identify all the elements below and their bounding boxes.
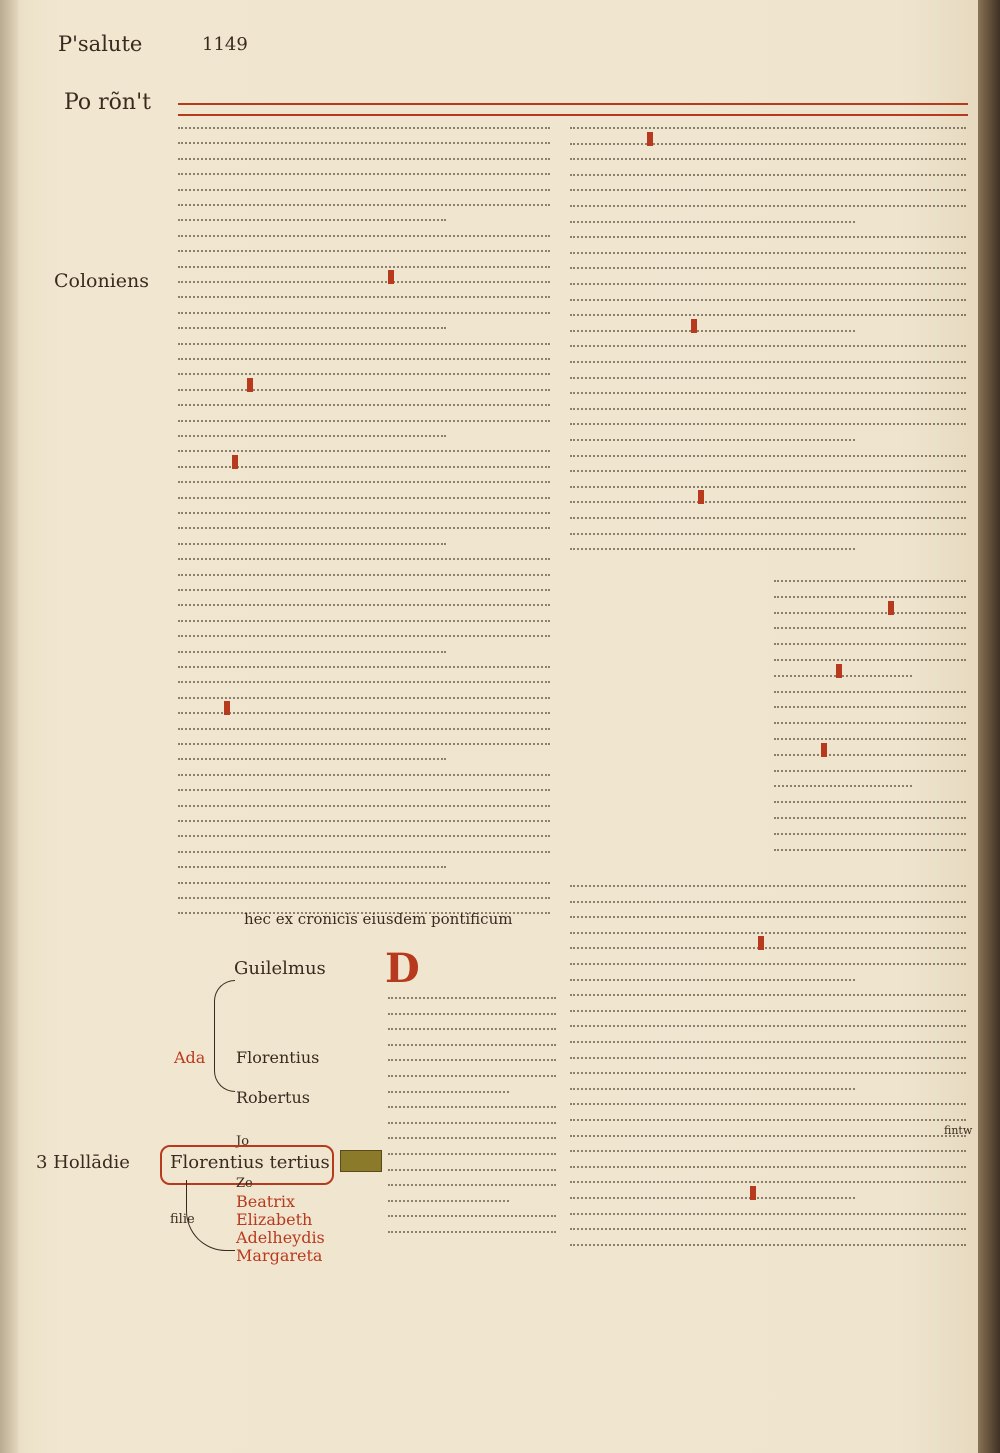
script-line xyxy=(388,1179,556,1186)
script-line xyxy=(178,399,550,406)
script-line xyxy=(570,1005,966,1012)
script-line xyxy=(178,137,550,144)
script-line xyxy=(178,738,550,745)
script-line xyxy=(570,911,966,918)
tree-filie: filie xyxy=(170,1212,195,1227)
script-line xyxy=(570,528,966,535)
script-line xyxy=(178,184,550,191)
script-line xyxy=(570,1239,966,1246)
script-line xyxy=(570,450,966,457)
script-line xyxy=(178,338,550,345)
script-line xyxy=(570,153,966,160)
script-line xyxy=(570,294,966,301)
text-column-right-lower xyxy=(570,880,966,1255)
paragraph-mark xyxy=(758,936,764,950)
script-line xyxy=(774,686,966,693)
script-line xyxy=(570,309,966,316)
binding-gutter xyxy=(0,0,18,1453)
script-line xyxy=(178,430,446,437)
script-line xyxy=(570,262,966,269)
script-line xyxy=(570,418,966,425)
script-line xyxy=(178,153,550,160)
script-line xyxy=(388,1054,556,1061)
paragraph-mark xyxy=(750,1186,756,1200)
script-line xyxy=(570,958,966,965)
script-line xyxy=(388,1226,556,1233)
script-line xyxy=(570,880,966,887)
script-line xyxy=(178,368,550,375)
tree-guilhelmus: Guilelmus xyxy=(234,958,326,979)
script-line xyxy=(570,231,966,238)
script-line xyxy=(178,492,550,499)
script-line xyxy=(178,753,446,760)
script-line xyxy=(178,877,550,884)
script-line xyxy=(178,322,446,329)
tree-florentius: Florentius xyxy=(236,1048,320,1067)
script-line xyxy=(570,989,966,996)
script-line xyxy=(178,522,550,529)
catchwords-left: hec ex cronicis eiusdem pontificum xyxy=(244,910,513,928)
paragraph-mark xyxy=(647,132,653,146)
script-line xyxy=(388,1070,556,1077)
script-line xyxy=(570,184,966,191)
script-line xyxy=(570,1020,966,1027)
script-line xyxy=(178,507,550,514)
running-header: P'salute xyxy=(58,32,143,56)
script-line xyxy=(774,622,966,629)
tree-elizabeth: Elizabeth xyxy=(236,1210,313,1229)
tree-jo: Jo xyxy=(236,1134,250,1149)
script-line xyxy=(570,1083,855,1090)
script-line xyxy=(388,1164,556,1171)
margin-note-hollandie: 3 Hollādie xyxy=(36,1152,130,1173)
tree-margareta: Margareta xyxy=(236,1246,323,1265)
tree-adelheydis: Adelheydis xyxy=(236,1228,325,1247)
script-line xyxy=(570,138,966,145)
script-line xyxy=(178,646,446,653)
script-line xyxy=(570,387,966,394)
script-line xyxy=(570,1192,855,1199)
script-line xyxy=(774,670,912,677)
script-line xyxy=(178,245,550,252)
top-red-rule-2 xyxy=(178,114,968,116)
paragraph-mark xyxy=(888,601,894,615)
script-line xyxy=(570,247,966,254)
script-line xyxy=(178,815,550,822)
script-line xyxy=(570,927,966,934)
script-line xyxy=(388,1023,556,1030)
script-line xyxy=(570,1145,966,1152)
paragraph-mark xyxy=(232,455,238,469)
script-line xyxy=(178,230,550,237)
tree-florentius-tertius: Florentius tertius xyxy=(170,1152,330,1173)
script-line xyxy=(774,796,966,803)
script-line xyxy=(178,630,550,637)
text-column-right-upper xyxy=(570,122,966,560)
script-line xyxy=(570,974,855,981)
margin-note-coloniens: Coloniens xyxy=(54,270,150,292)
script-line xyxy=(570,543,855,550)
script-line xyxy=(178,476,550,483)
script-line xyxy=(178,661,550,668)
script-line xyxy=(774,780,912,787)
script-line xyxy=(570,512,966,519)
script-line xyxy=(388,992,556,999)
script-line xyxy=(570,496,966,503)
script-line xyxy=(570,1067,966,1074)
script-line xyxy=(570,122,966,129)
script-line xyxy=(178,569,550,576)
paragraph-mark xyxy=(698,490,704,504)
script-line xyxy=(774,701,966,708)
script-line xyxy=(178,384,550,391)
script-line xyxy=(178,861,446,868)
gilded-marker xyxy=(340,1150,382,1172)
script-line xyxy=(178,415,550,422)
script-line xyxy=(178,214,446,221)
script-line xyxy=(178,615,550,622)
tree-beatrix: Beatrix xyxy=(236,1192,295,1211)
book-edge xyxy=(978,0,1000,1453)
script-line xyxy=(178,892,550,899)
paragraph-mark xyxy=(388,270,394,284)
script-line xyxy=(178,307,550,314)
paragraph-mark xyxy=(247,378,253,392)
paragraph-mark xyxy=(691,319,697,333)
script-line xyxy=(774,733,966,740)
paragraph-mark xyxy=(821,743,827,757)
script-line xyxy=(570,1161,966,1168)
tree-connector-upper xyxy=(214,980,235,1092)
script-line xyxy=(388,1039,556,1046)
script-line xyxy=(570,481,966,488)
script-line xyxy=(774,638,966,645)
script-line xyxy=(570,340,966,347)
script-line xyxy=(570,465,966,472)
script-line xyxy=(570,1114,966,1121)
margin-note-right: fintw xyxy=(944,1124,973,1137)
script-line xyxy=(178,353,550,360)
script-line xyxy=(178,769,550,776)
script-line xyxy=(388,1117,556,1124)
script-line xyxy=(570,1052,966,1059)
script-line xyxy=(178,723,550,730)
script-line xyxy=(570,278,966,285)
script-line xyxy=(178,538,446,545)
tree-ze: Ze xyxy=(236,1176,253,1191)
paragraph-mark xyxy=(224,701,230,715)
script-line xyxy=(388,1008,556,1015)
script-line xyxy=(774,575,966,582)
script-line xyxy=(178,261,550,268)
script-line xyxy=(178,276,550,283)
script-line xyxy=(388,1210,556,1217)
script-line xyxy=(178,122,550,129)
script-line xyxy=(178,199,550,206)
script-line xyxy=(774,654,966,661)
script-line xyxy=(570,1208,966,1215)
text-column-left xyxy=(178,122,550,930)
script-line xyxy=(774,607,966,614)
script-line xyxy=(570,1098,966,1105)
script-line xyxy=(178,291,550,298)
script-line xyxy=(774,591,966,598)
script-line xyxy=(178,553,550,560)
tree-connector-lower xyxy=(186,1180,235,1251)
script-line xyxy=(178,846,550,853)
script-line xyxy=(178,707,550,714)
script-line xyxy=(178,168,550,175)
tree-ada: Ada xyxy=(174,1048,206,1067)
script-line xyxy=(570,942,966,949)
script-line xyxy=(774,717,966,724)
script-line xyxy=(570,356,966,363)
script-line xyxy=(178,445,550,452)
script-line xyxy=(570,372,966,379)
script-line xyxy=(774,812,966,819)
script-line xyxy=(774,749,966,756)
paragraph-mark xyxy=(836,664,842,678)
script-line xyxy=(178,599,550,606)
script-line xyxy=(570,434,855,441)
script-line xyxy=(178,784,550,791)
script-line xyxy=(774,828,966,835)
script-line xyxy=(388,1132,556,1139)
script-line xyxy=(178,584,550,591)
text-column-middle-lower xyxy=(388,992,556,1252)
script-line xyxy=(774,844,966,851)
script-line xyxy=(388,1148,556,1155)
script-line xyxy=(570,403,966,410)
script-line xyxy=(388,1101,556,1108)
script-line xyxy=(570,1176,966,1183)
folio-year: 1149 xyxy=(202,34,248,55)
script-line xyxy=(178,692,550,699)
script-line xyxy=(774,765,966,772)
script-line xyxy=(570,325,855,332)
script-line xyxy=(178,800,550,807)
text-column-right-narrow xyxy=(774,575,966,865)
script-line xyxy=(570,200,966,207)
script-line xyxy=(570,1223,966,1230)
script-line xyxy=(570,896,966,903)
script-line xyxy=(570,169,966,176)
header-subtitle: Po rõn't xyxy=(64,90,151,115)
script-line xyxy=(570,1130,966,1137)
top-red-rule xyxy=(178,103,968,105)
tree-robertus: Robertus xyxy=(236,1088,310,1107)
script-line xyxy=(388,1086,509,1093)
decorated-initial: D xyxy=(385,945,420,992)
script-line xyxy=(178,830,550,837)
script-line xyxy=(178,676,550,683)
script-line xyxy=(388,1195,509,1202)
script-line xyxy=(570,216,855,223)
script-line xyxy=(570,1036,966,1043)
